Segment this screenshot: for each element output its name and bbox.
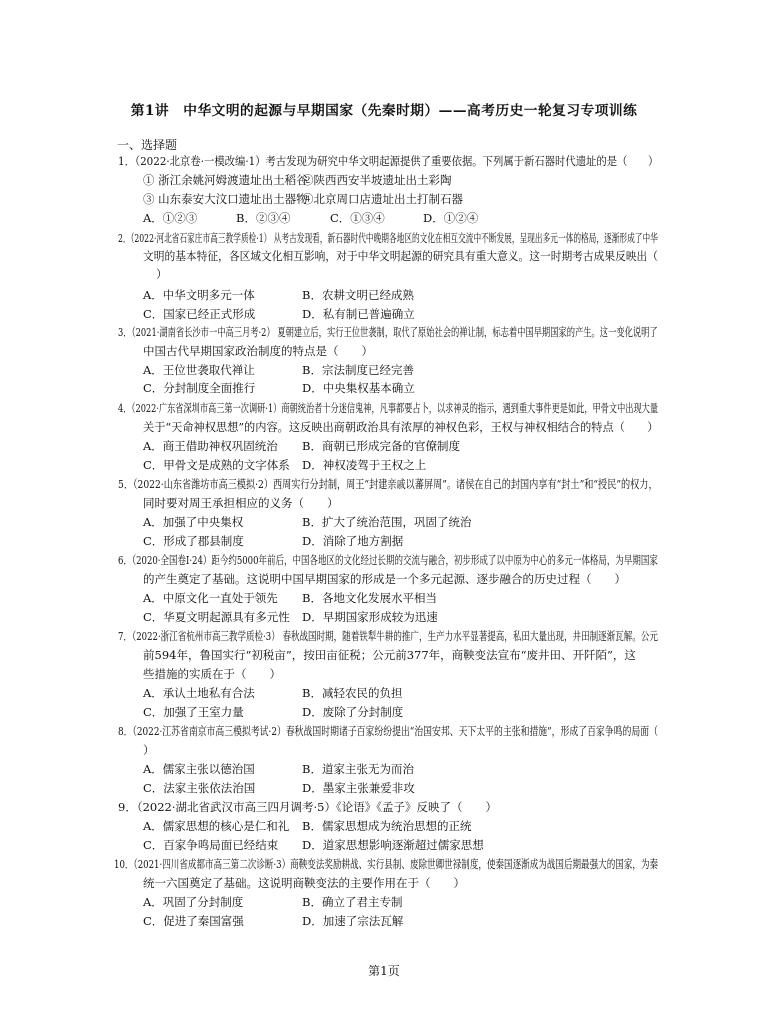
question-2-stem-line-1: 2．（2022·河北省石家庄市高三教学质检·1） 从考古发现看，新石器时代中晚期各地区的文化在相互交流中不断发展，呈现出多元一体的格局，逐渐形成了中华 <box>118 231 658 245</box>
question-2-option-d: D．私有制已普遍确立 <box>302 307 415 321</box>
question-5-option-d: D．消除了地方割据 <box>302 534 404 548</box>
question-10-stem-line-2: 统一六国奠定了基础。这说明商鞅变法的主要作用在于（ ） <box>143 876 465 890</box>
question-3-option-d: D．中央集权基本确立 <box>302 381 415 395</box>
question-8-option-c: C．法家主张依法治国 <box>143 781 256 795</box>
question-2-stem-line-3: ） <box>156 267 168 281</box>
question-10-stem-line-1: 10．（2021·四川省成都市高三第二次诊断·3）商鞅变法奖励耕战、实行县制、废除世卿世禄制度，使秦国逐渐成为战国后期最强大的国家，为秦 <box>114 857 659 871</box>
question-6-option-b: B．各地文化发展水平相当 <box>302 591 437 605</box>
question-7-option-a: A．承认土地私有合法 <box>143 686 255 700</box>
question-3-option-c: C．分封制度全面推行 <box>143 381 256 395</box>
question-1-item-1: ① 浙江余姚河姆渡遗址出土稻谷 <box>143 173 308 187</box>
question-9-option-c: C．百家争鸣局面已经结束 <box>143 838 279 852</box>
question-4-option-a: A．商王借助神权巩固统治 <box>143 439 278 453</box>
question-1-option-b: B．②③④ <box>236 211 291 225</box>
question-1-item-3: ③ 山东泰安大汶口遗址出土器物 <box>143 192 308 206</box>
question-3-option-b: B．宗法制度已经完善 <box>302 363 414 377</box>
question-5-option-a: A．加强了中央集权 <box>143 515 244 529</box>
question-1-stem: 1．（2022·北京卷·一模改编·1）考古发现为研究中华文明起源提供了重要依据。下列属于新石器时代遗址的是（ ） <box>118 154 659 168</box>
question-10-option-c: C．促进了秦国富强 <box>143 914 244 928</box>
question-3-stem-line-2: 中国古代早期国家政治制度的特点是（ ） <box>143 344 373 358</box>
question-8-option-d: D．墨家主张兼爱非攻 <box>302 781 415 795</box>
question-4-option-d: D．神权凌驾于王权之上 <box>302 458 427 472</box>
page-number: 第1页 <box>368 964 400 978</box>
question-2-option-c: C．国家已经正式形成 <box>143 307 256 321</box>
question-7-stem-line-1: 7．（2022·浙江省杭州市高三教学质检·3） 春秋战国时期，随着铁犁牛耕的推广，生产力水平显著提高，私田大量出现，井田制逐渐瓦解。公元 <box>118 629 658 643</box>
question-4-option-c: C．甲骨文是成熟的文字体系 <box>143 458 290 472</box>
question-4-option-b: B．商朝已形成完备的官僚制度 <box>302 439 460 453</box>
question-3-stem-line-1: 3．（2021·湖南省长沙市一中高三月考·2） 夏朝建立后，实行王位世袭制，取代了原始社会的禅让制，标志着中国早期国家的产生。这一变化说明了 <box>118 325 658 339</box>
question-8-stem-line-1: 8．（2022·江苏省南京市高三模拟考试·2）春秋战国时期诸子百家纷纷提出“治国安邦、天下太平的主张和措施”，形成了百家争鸣的局面（ <box>118 724 658 738</box>
question-8-option-b: B．道家主张无为而治 <box>302 762 414 776</box>
question-7-option-b: B．减轻农民的负担 <box>302 686 403 700</box>
question-6-option-d: D．早期国家形成较为迅速 <box>302 610 438 624</box>
question-6-stem-line-2: 的产生奠定了基础。这说明中国早期国家的形成是一个多元起源、逐步融合的历史过程（ ） <box>143 572 626 586</box>
question-9-option-d: D．道家思想影响逐渐超过儒家思想 <box>302 838 484 852</box>
question-5-stem-line-1: 5．（2022·山东省潍坊市高三模拟·2）西周实行分封制，周王“封建亲戚以蕃屏周”。诸侯在自己的封国内享有“封土”和“授民”的权力， <box>118 477 658 491</box>
question-2-stem-line-2: 文明的基本特征，各区域文化相互影响，对于中华文明起源的研究具有重大意义。这一时期考古成果反映出（ <box>143 249 659 263</box>
question-7-stem-line-2: 前594年，鲁国实行“初税亩”，按田亩征税；公元前377年，商鞅变法宣布“废井田、开阡陌”，这 <box>143 648 636 662</box>
question-7-stem-line-3: 些措施的实质在于（ ） <box>143 667 281 681</box>
question-10-option-d: D．加速了宗法瓦解 <box>302 914 404 928</box>
question-1-item-4: ④北京周口店遗址出土打制石器 <box>302 192 463 206</box>
question-4-stem-line-1: 4．（2022·广东省深圳市高三第一次调研·1）商朝统治者十分迷信鬼神，凡事都要占卜，以求神灵的指示，遇到重大事件更是如此，甲骨文中出现大量 <box>118 401 659 415</box>
question-1-option-a: A．①②③ <box>143 211 198 225</box>
question-8-stem-line-2: ） <box>143 743 155 757</box>
question-7-option-d: D．废除了分封制度 <box>302 705 404 719</box>
question-8-option-a: A．儒家主张以德治国 <box>143 762 255 776</box>
question-6-stem-line-1: 6．（2020·全国卷Ⅰ·24）距今约5000年前后，中国各地区的文化经过长期的交流与融合，初步形成了以中原为中心的多元一体格局，为早期国家 <box>118 553 658 567</box>
section-heading: 一、选择题 <box>117 138 178 152</box>
question-10-option-b: B．确立了君主专制 <box>302 895 403 909</box>
question-5-option-b: B．扩大了统治范围，巩固了统治 <box>302 515 472 529</box>
question-6-option-a: A．中原文化一直处于领先 <box>143 591 278 605</box>
question-1-item-2: ②陕西西安半坡遗址出土彩陶 <box>302 173 452 187</box>
question-5-stem-line-2: 同时要对周王承担相应的义务（ ） <box>143 496 339 510</box>
question-9-option-a: A．儒家思想的核心是仁和礼 <box>143 819 290 833</box>
page-title: 第1讲 中华文明的起源与早期国家（先秦时期）——高考历史一轮复习专项训练 <box>130 103 638 119</box>
question-9-option-b: B．儒家思想成为统治思想的正统 <box>302 819 472 833</box>
question-9-stem: 9．（2022·湖北省武汉市高三四月调考·5）《论语》《孟子》反映了（ ） <box>118 800 497 814</box>
question-3-option-a: A．王位世袭取代禅让 <box>143 363 255 377</box>
question-2-option-b: B．农耕文明已经成熟 <box>302 288 414 302</box>
question-6-option-c: C．华夏文明起源具有多元性 <box>143 610 290 624</box>
question-1-option-c: C．①③④ <box>330 211 385 225</box>
question-2-option-a: A．中华文明多元一体 <box>143 288 255 302</box>
question-4-stem-line-2: 关于“天命神权思想”的内容。这反映出商朝政治具有浓厚的神权色彩，王权与神权相结合的特点（ ） <box>143 420 659 434</box>
question-7-option-c: C．加强了王室力量 <box>143 705 244 719</box>
question-10-option-a: A．巩固了分封制度 <box>143 895 244 909</box>
question-1-option-d: D．①②④ <box>423 211 479 225</box>
question-5-option-c: C．形成了郡县制度 <box>143 534 244 548</box>
